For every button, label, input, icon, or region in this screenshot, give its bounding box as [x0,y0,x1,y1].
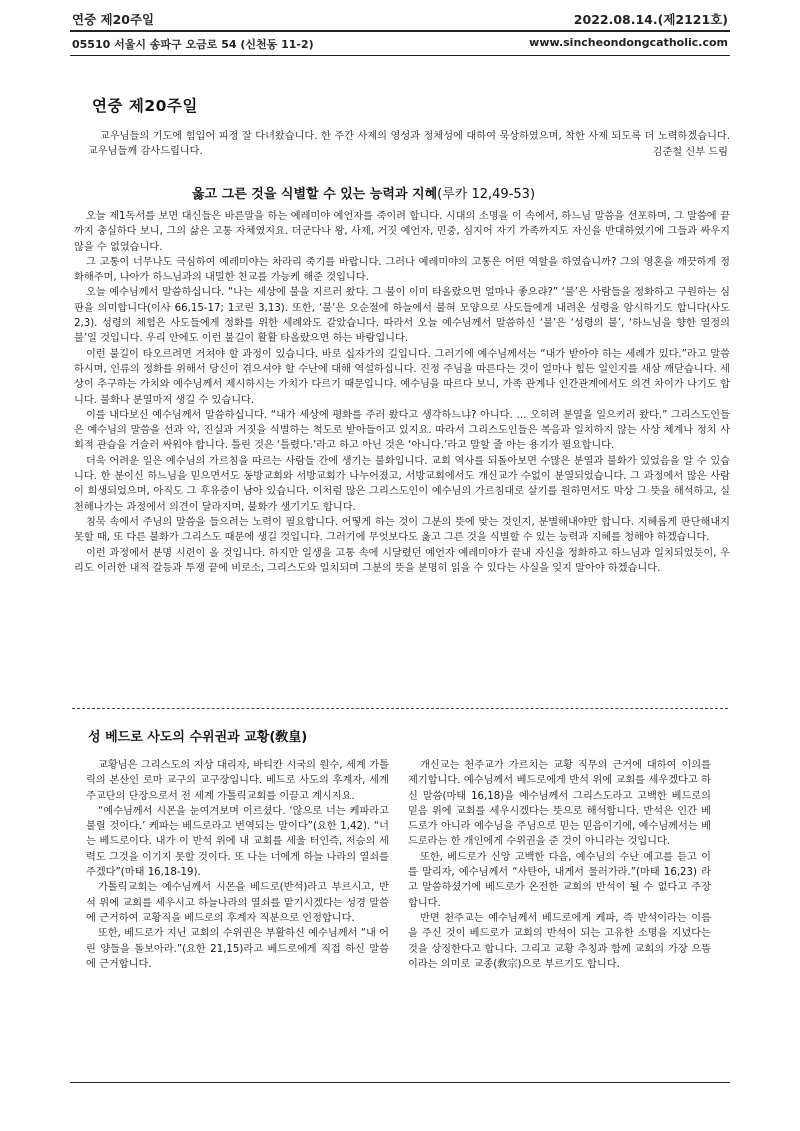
homily-paragraph: 그 고통이 너무나도 극심하여 예레미야는 차라리 죽기를 바랍니다. 그러나 예레미야의 고통은 어떤 역할을 하였습니까? 그의 영혼을 깨끗하게 정화해주며, 나아가 하느님과의 내밀한 친교를 가능케 해준 것입니다. [74,256,730,284]
homily-paragraph: 이를 내다보신 예수님께서 말씀하십니다. “내가 세상에 평화를 주러 왔다고 생각하느냐? 아니다. … 오히려 분열을 일으키러 왔다.” 그리스도인들은 예수님의 말씀을 선과 악, 진실과 거짓을 식별하는 척도로 받아들이고 있지요. 따라서 그리스도인들은 복음과 일치하지 않는 사상 체계나 정치 사회적 관습을 거슬러 싸워야 합니다. 틀린 것은 ‘틀렸다.’라고 하고 아닌 것은 ‘아니다.’라고 말할 줄 아는 용기가 필요합니다. [74,409,730,452]
homily-reference: (루카 12,49-53) [437,187,536,202]
greeting-block [88,129,730,160]
header-rule-bottom [70,55,730,56]
homily-paragraph: 이런 과정에서 분명 시련이 올 것입니다. 하지만 일생을 고통 속에 시달렸던 예언자 예레미야가 끝내 자신을 정화하고 하느님과 일치되었듯이, 우리도 이러한 내적 갈등과 투쟁 끝에 비로소, 그리스도와 일치되며 그분의 뜻을 분명히 읽을 수 있다는 사실을 잊지 말아야 하겠습니다. [74,547,730,574]
homily-paragraph: 침묵 속에서 주님의 말씀을 들으려는 노력이 필요합니다. 어떻게 하는 것이 그분의 뜻에 맞는 것인지, 분별해내야만 합니다. 지혜롭게 판단해내지 못할 때, 또 다른 불화가 그리스도 때문에 생길 것입니다. 그러기에 무엇보다도 옳고 그른 것을 식별할 수 있는 능력과 지혜를 청해야 하겠습니다. [74,516,730,544]
article-left-column [86,758,389,972]
homily-paragraph: 오늘 예수님께서 말씀하십니다. “나는 세상에 불을 지르러 왔다. 그 불이 이미 타올랐으면 얼마나 좋으랴?” ‘불’은 사람들을 정화하고 구원하는 심판을 의미합니다(이사 66,15-17; 1코린 3,13). 또한, ‘불’은 오순절에 하늘에서 불혀 모양으로 사도들에게 내려온 성령을 암시하기도 합니다(사도 2,3). 성령의 체험은 사도들에게 정화를 위한 세례와도 같았습니다. 따라서 오늘 예수님께서 말씀하신 ‘불’은 ‘성령의 불’, ‘하느님을 향한 열정의 불’일 것입니다. 우리 안에도 이런 불길이 활활 타올랐으면 하는 바람입니다. [74,287,730,345]
greeting-signature: 김준철 신부 드림 [652,147,728,158]
homily-paragraph: 오늘 제1독서를 보면 대신들은 바른말을 하는 예레미야 예언자를 죽이려 합니다. 시대의 소명을 이 속에서, 하느님 말씀을 선포하며, 그 말씀에 끝까지 충실하다 보니, 그의 삶은 고통 자체였지요. 더군다나 왕, 사제, 거짓 예언자, 민중, 심지어 자기 가족까지도 자신을 반대하였기에 그들과 싸우지 않을 수 없었습니다. [74,211,730,253]
homily-title [192,183,535,202]
header-date: 2022.08.14.(제2121호) [573,12,728,27]
section-divider [72,708,728,709]
homily-body [74,209,730,576]
header-website[interactable]: www.sincheondongcatholic.com [529,36,728,49]
homily-title-text: 옳고 그른 것을 식별할 수 있는 능력과 지혜 [192,187,438,202]
article-paragraph: 반면 천주교는 예수님께서 베드로에게 케파, 즉 반석이라는 이름을 주신 것이 베드로가 교회의 반석이 되는 고유한 소명을 지녔다는 것을 상징한다고 합니다. 그리고 교황 추칭과 함께 교회의 가장 으뜸이라는 의미로 교종(敎宗)으로 부르기도 합니다. [408,912,711,970]
article-right-column [408,758,711,972]
header-rule-top [70,30,730,32]
greeting-text: 교우님들의 기도에 힘입어 피정 잘 다녀왔습니다. 한 주간 사제의 영성과 정체성에 대하여 묵상하였으며, 착한 사제 되도록 더 노력하겠습니다. 교우님들께 감사드립니다. [88,131,730,158]
article-paragraph: 가톨릭교회는 예수님께서 시몬을 베드로(반석)라고 부르시고, 반석 위에 교회를 세우시고 하늘나라의 열쇠를 맡기시겠다는 성경 말씀에 근거하여 교황직을 베드로의 후계자 직분으로 인정합니다. [86,882,389,924]
header-address: 05510 서울시 송파구 오금로 54 (신천동 11-2) [72,38,314,51]
article-paragraph: 개신교는 천주교가 가르치는 교황 직무의 근거에 대하여 이의를 제기합니다. 예수님께서 베드로에게 반석 위에 교회를 세우겠다고 하신 말씀(마태 16,18)을 예수님께서 그리스도라고 고백한 베드로의 믿음 위에 교회를 세우시겠다는 뜻으로 해석합니다. 반석은 인간 베드로가 아니라 예수님을 주님으로 믿는 믿음이기에, 예수님께서는 베드로라는 한 개인에게 수위권을 준 것이 아니라는 것입니다. [408,760,711,848]
footer-rule [70,1082,730,1083]
article-paragraph: 또한, 베드로가 신앙 고백한 다음, 예수님의 수난 예고를 듣고 이를 말리자, 예수님께서 “사탄아, 내게서 물러가라.”(마태 16,23) 라고 말씀하셨기에 베드로가 온전한 교회의 반석이 될 수 없다고 주장합니다. [408,851,711,909]
article-paragraph: 또한, 베드로가 지닌 교회의 수위권은 부활하신 예수님께서 “내 어린 양들을 돌보아라.”(요한 21,15)라고 베드로에게 직접 하신 말씀에 근거합니다. [86,928,389,970]
article-title: 성 베드로 사도의 수위권과 교황(敎皇) [88,730,308,745]
article-paragraph: “예수님께서 시몬을 눈여겨보며 이르셨다. ‘않으로 너는 케파라고 불릴 것이다.’ 케파는 베드로라고 번역되는 말이다”(요한 1,42). “너는 베드로이다. 내가 이 반석 위에 내 교회를 세울 터인즉, 저승의 세력도 그것을 이기지 못할 것이다. 또 나는 너에게 하늘 나라의 열쇠를 주겠다”(마태 16,18-19). [86,805,389,879]
homily-paragraph: 더욱 어려운 일은 예수님의 가르침을 따르는 사람들 간에 생기는 불화입니다. 교회 역사를 되돌아보면 수많은 분열과 불화가 있었음을 알 수 있습니다. 한 분이신 하느님을 믿으면서도 동방교회와 서방교회가 나누어졌고, 서방교회에서도 개신교가 수없이 분열되었습니다. 그 과정에서 많은 사람이 희생되었으며, 아직도 그 후유증이 남아 있습니다. 이처럼 많은 그리스도인이 예수님의 가르침대로 살기를 원하면서도 막상 그 뜻을 해석하고, 실천해나가는 과정에서 의견이 달라지며, 불화가 생기기도 합니다. [74,455,730,513]
header-left-title: 연중 제20주일 [72,12,155,27]
article-paragraph: 교황님은 그리스도의 지상 대리자, 바티칸 시국의 원수, 세계 가톨릭의 본산인 로마 교구의 교구장입니다. 베드로 사도의 후계자, 세계 주교단의 단장으로서 전 세계 가톨릭교회를 이끌고 계시지요. [86,760,389,802]
page-title: 연중 제20주일 [92,97,198,115]
homily-paragraph: 이런 불길이 타오르려면 거쳐야 할 과정이 있습니다. 바로 십자가의 길입니다. 그러기에 예수님께서는 “내가 받아야 하는 세례가 있다.”라고 말씀하시며, 인류의 정화를 위해서 당신이 겪으셔야 할 수난에 대해 역설하십니다. 진정 주님을 따른다는 것이 얼마나 힘든 일인지를 새삼 깨닫습니다. 세상이 추구하는 가치와 예수님께서 제시하시는 가치가 다르기 때문입니다. 예수님을 따르다 보니, 가족 관계나 인간관계에서도 의견 차이가 나기도 합니다. 불화나 분열마저 생길 수 있습니다. [74,348,730,406]
